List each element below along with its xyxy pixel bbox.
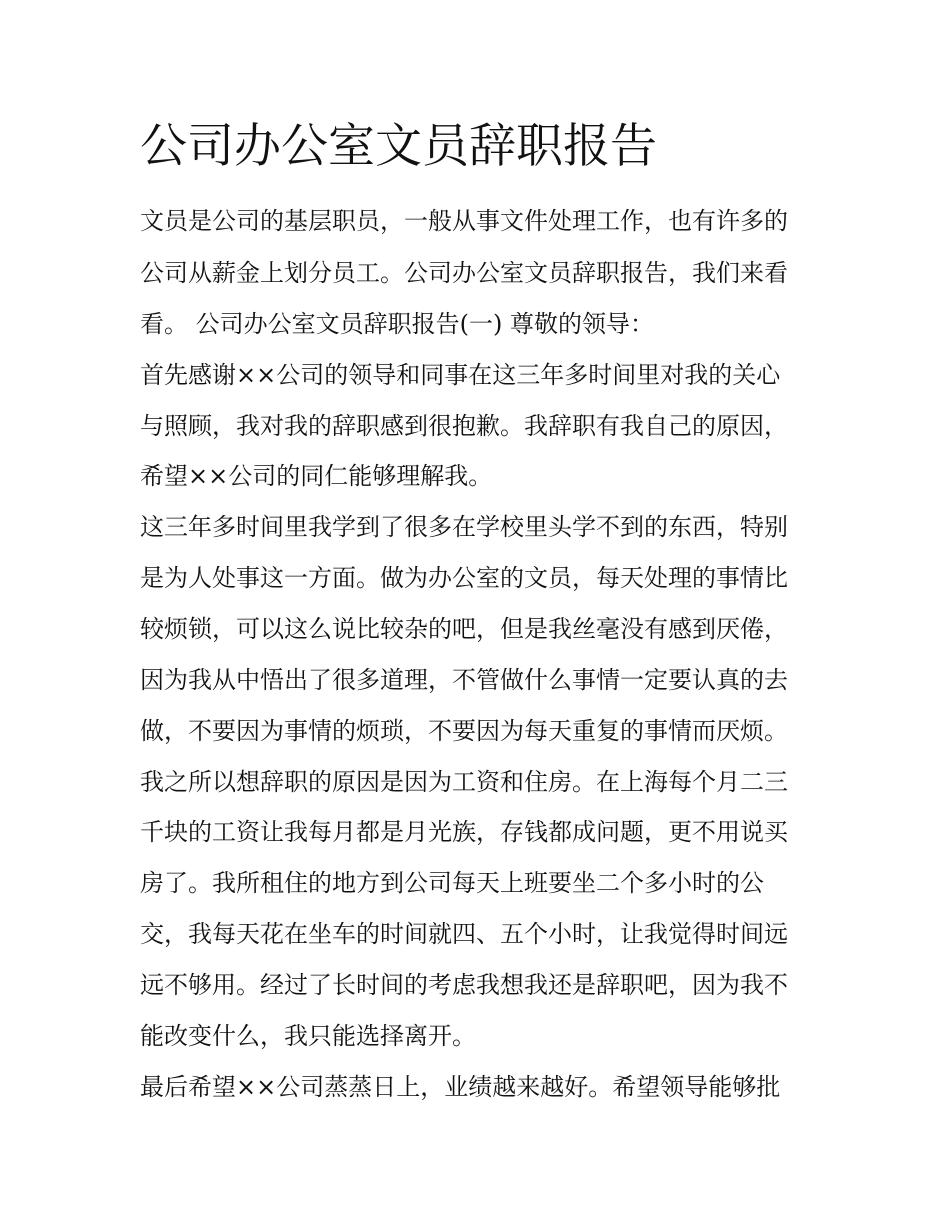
body-line: 希望××公司的同仁能够理解我。: [140, 462, 493, 490]
body-line: 能改变什么，我只能选择离开。: [140, 1022, 476, 1050]
body-line: 千块的工资让我每月都是月光族，存钱都成问题，更不用说买: [140, 818, 788, 846]
body-line: 因为我从中悟出了很多道理，不管做什么事情一定要认真的去: [140, 666, 788, 694]
body-line: 这三年多时间里我学到了很多在学校里头学不到的东西，特别: [140, 513, 788, 541]
body-line: 我之所以想辞职的原因是因为工资和住房。在上海每个月二三: [140, 768, 788, 796]
body-line: 文员是公司的基层职员，一般从事文件处理工作，也有许多的: [140, 207, 788, 235]
body-line: 远不够用。经过了长时间的考虑我想我还是辞职吧，因为我不: [140, 971, 788, 999]
body-line: 与照顾，我对我的辞职感到很抱歉。我辞职有我自己的原因，: [140, 412, 788, 440]
body-line: 房了。我所租住的地方到公司每天上班要坐二个多小时的公: [140, 869, 764, 897]
body-line: 首先感谢××公司的领导和同事在这三年多时间里对我的关心: [140, 361, 781, 389]
body-line: 较烦锁，可以这么说比较杂的吧，但是我丝毫没有感到厌倦，: [140, 615, 788, 643]
body-line: 是为人处事这一方面。做为办公室的文员，每天处理的事情比: [140, 564, 788, 592]
document-title: 公司办公室文员辞职报告: [140, 119, 657, 174]
body-line: 看。 公司办公室文员辞职报告(一) 尊敬的领导：: [140, 310, 654, 338]
body-line: 交，我每天花在坐车的时间就四、五个小时，让我觉得时间远: [140, 920, 788, 948]
body-line: 最后希望××公司蒸蒸日上，业绩越来越好。希望领导能够批: [140, 1073, 781, 1101]
body-line: 做，不要因为事情的烦琐，不要因为每天重复的事情而厌烦。: [140, 717, 788, 745]
body-line: 公司从薪金上划分员工。公司办公室文员辞职报告，我们来看: [140, 259, 788, 287]
